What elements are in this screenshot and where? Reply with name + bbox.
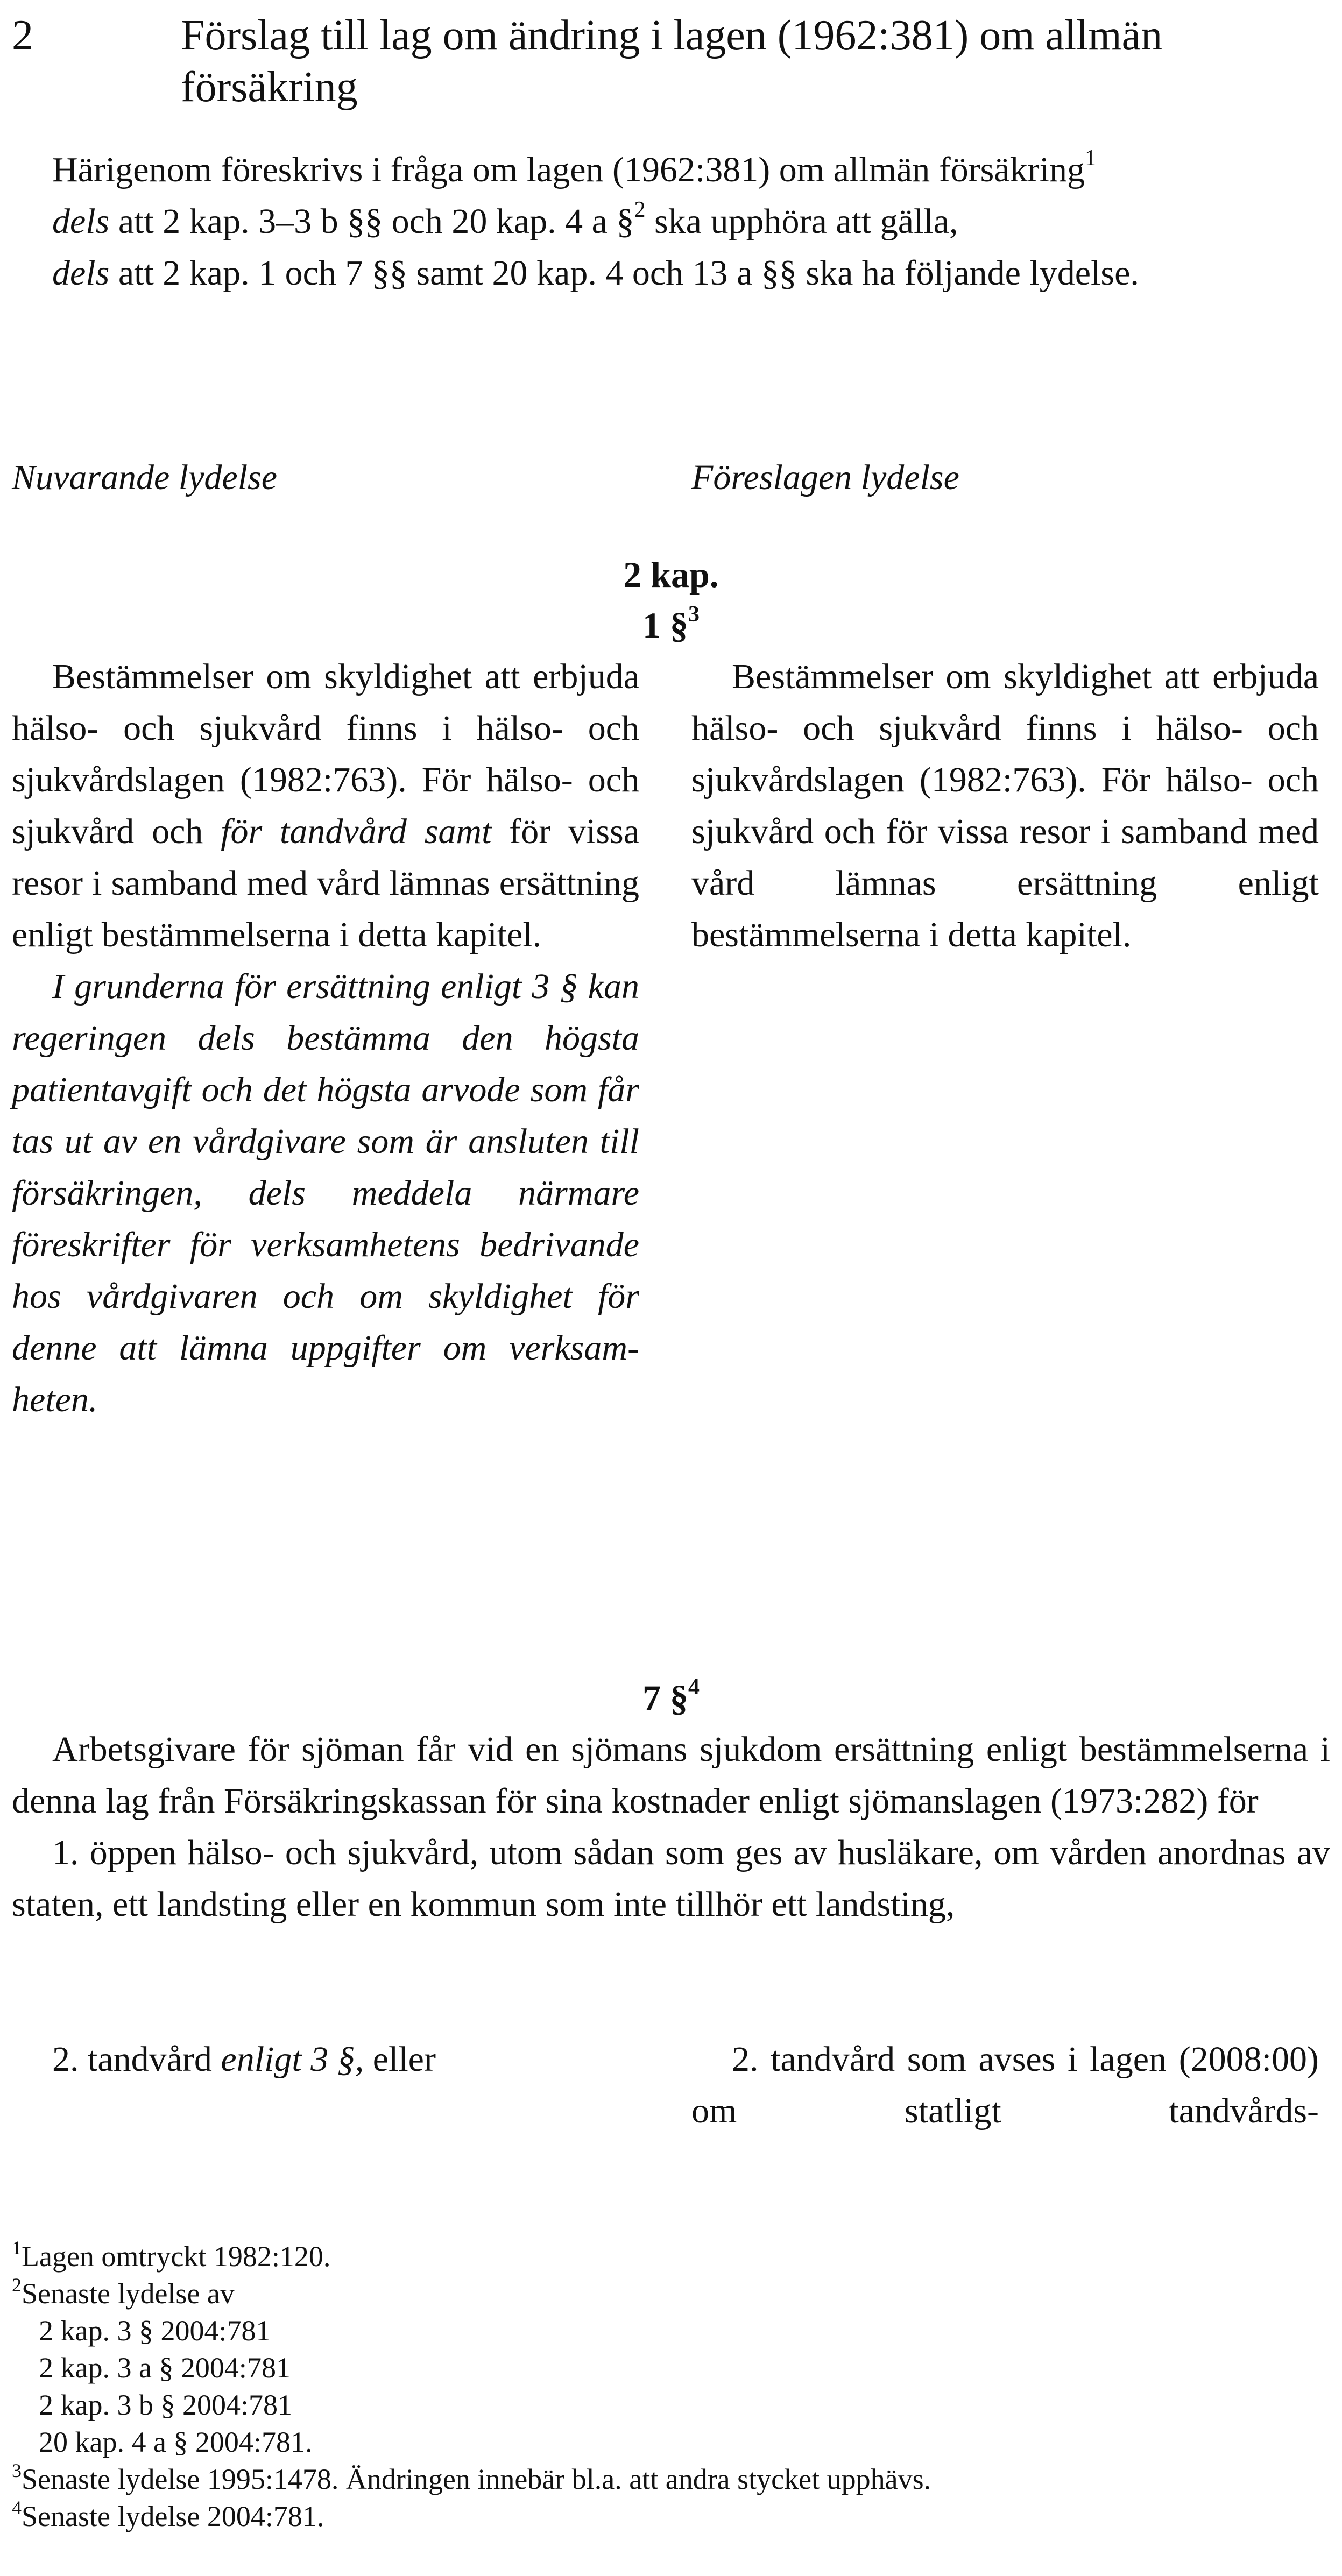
section-7-common-text xyxy=(12,1724,1330,1930)
footnote-number: 3 xyxy=(12,2460,22,2481)
footnote-3 xyxy=(12,2461,1303,2498)
intro-paragraph-1 xyxy=(12,144,1330,196)
footnote-text: Senaste lydelse 1995:1478. Ändringen innebär bl.a. att andra stycket upphävs. xyxy=(22,2463,931,2495)
section-1-proposed-text xyxy=(691,651,1319,961)
footnote-2-line: 2 kap. 3 a § 2004:781 xyxy=(39,2352,291,2384)
footnote-2-line: 2 kap. 3 § 2004:781 xyxy=(39,2315,271,2347)
footnote-ref: 2 xyxy=(634,197,646,222)
dels-word: dels xyxy=(52,202,110,241)
footnote-ref: 4 xyxy=(688,1675,700,1700)
section-7-heading xyxy=(0,1672,1342,1724)
footnotes xyxy=(12,2238,1303,2535)
intro-paragraph-3 xyxy=(12,247,1330,299)
text-run: Bestämmelser om skyldighet att erbjuda hälso- och sjukvård finns i hälso- och sjukvårdslagen (1982:763). För hälso- och sjukvård och xyxy=(12,657,639,851)
text-run: eller xyxy=(364,2040,436,2079)
text-run: för vissa resor i samband med vård lämnas ersättning enligt bestämmelserna i detta kapitel. xyxy=(12,812,639,954)
section-7-item-1: 1. öppen hälso- och sjukvård, utom sådan som ges av husläkare, om vården anordnas av staten, ett landsting eller en kommun som inte tillhör ett landsting, xyxy=(12,1833,1330,1924)
italic-run: enligt 3 §, xyxy=(221,2040,364,2079)
proposal-title: Förslag till lag om ändring i lagen (1962:381) om allmän försäkring xyxy=(181,12,1163,111)
proposed-item-2: 2. tandvård som avses i lagen (2008:00) om statligt tandvårds- xyxy=(691,2040,1319,2131)
current-item-2 xyxy=(12,2034,639,2085)
section-7-paragraph: Arbetsgivare för sjöman får vid en sjömans sjukdom ersättning enligt bestämmelserna i denna lag från Försäkringskassan för sina kostnader enligt sjömanslagen (1973:282) för xyxy=(12,1730,1330,1821)
footnote-text: Senaste lydelse 2004:781. xyxy=(22,2500,324,2532)
intro-text: ska upphöra att gälla, xyxy=(645,202,958,241)
dels-word: dels xyxy=(52,253,110,293)
section-7-item-2-proposed xyxy=(691,2034,1319,2137)
intro-text: Härigenom föreskrivs i fråga om lagen (1962:381) om allmän försäkring xyxy=(52,150,1085,189)
footnote-ref: 3 xyxy=(688,602,700,627)
footnote-number: 2 xyxy=(12,2274,22,2296)
section-7-item-2-current xyxy=(12,2034,639,2085)
italic-run: I grunderna för ersättning enligt 3 § kan regeringen dels bestämma den högsta patientavgift och det högsta arvode som får tas ut av en vårdgivare som är ansluten till försäkringen, dels meddela närmare föreskrifter för verksamhetens bedrivande hos vårdgivaren och om skyldighet för denne att lämna uppgifter om verksamheten. xyxy=(12,967,639,1419)
current-paragraph-2 xyxy=(12,961,639,1426)
footnote-2 xyxy=(12,2275,1303,2312)
footnote-text: Lagen omtryckt 1982:120. xyxy=(22,2240,331,2273)
footnote-number: 1 xyxy=(12,2237,22,2259)
section-label: 7 § xyxy=(642,1678,688,1718)
proposal-number: 2 xyxy=(12,12,33,59)
intro-text: att 2 kap. 3–3 b §§ och 20 kap. 4 a § xyxy=(109,202,634,241)
intro-paragraph-2 xyxy=(12,196,1330,247)
footnote-text: Senaste lydelse av xyxy=(22,2277,235,2310)
footnote-2-line: 20 kap. 4 a § 2004:781. xyxy=(39,2426,313,2458)
intro-block xyxy=(12,144,1330,299)
proposed-paragraph-1: Bestämmelser om skyldighet att erbjuda hälso- och sjukvård finns i hälso- och sjukvårdslagen (1982:763). För hälso- och sjukvård och för vissa resor i samband med vård lämnas ersättning enligt bestämmelserna i detta kapitel. xyxy=(691,657,1319,954)
section-1-current-text xyxy=(12,651,639,1426)
section-1-heading xyxy=(0,599,1342,651)
footnote-ref: 1 xyxy=(1084,146,1096,171)
current-wording-heading: Nuvarande lydelse xyxy=(12,458,278,497)
chapter-heading: 2 kap. xyxy=(623,554,719,595)
footnote-number: 4 xyxy=(12,2497,22,2518)
footnote-1 xyxy=(12,2238,1303,2275)
footnote-4 xyxy=(12,2498,1303,2535)
current-paragraph-1 xyxy=(12,651,639,961)
proposed-wording-heading: Föreslagen lydelse xyxy=(691,458,959,497)
italic-run: för tandvård samt xyxy=(221,812,492,851)
section-label: 1 § xyxy=(642,605,688,646)
footnote-2-line: 2 kap. 3 b § 2004:781 xyxy=(39,2389,292,2421)
intro-text: att 2 kap. 1 och 7 §§ samt 20 kap. 4 och 13 a §§ ska ha följande lydelse. xyxy=(109,253,1139,293)
text-run: 2. tandvård xyxy=(52,2040,221,2079)
